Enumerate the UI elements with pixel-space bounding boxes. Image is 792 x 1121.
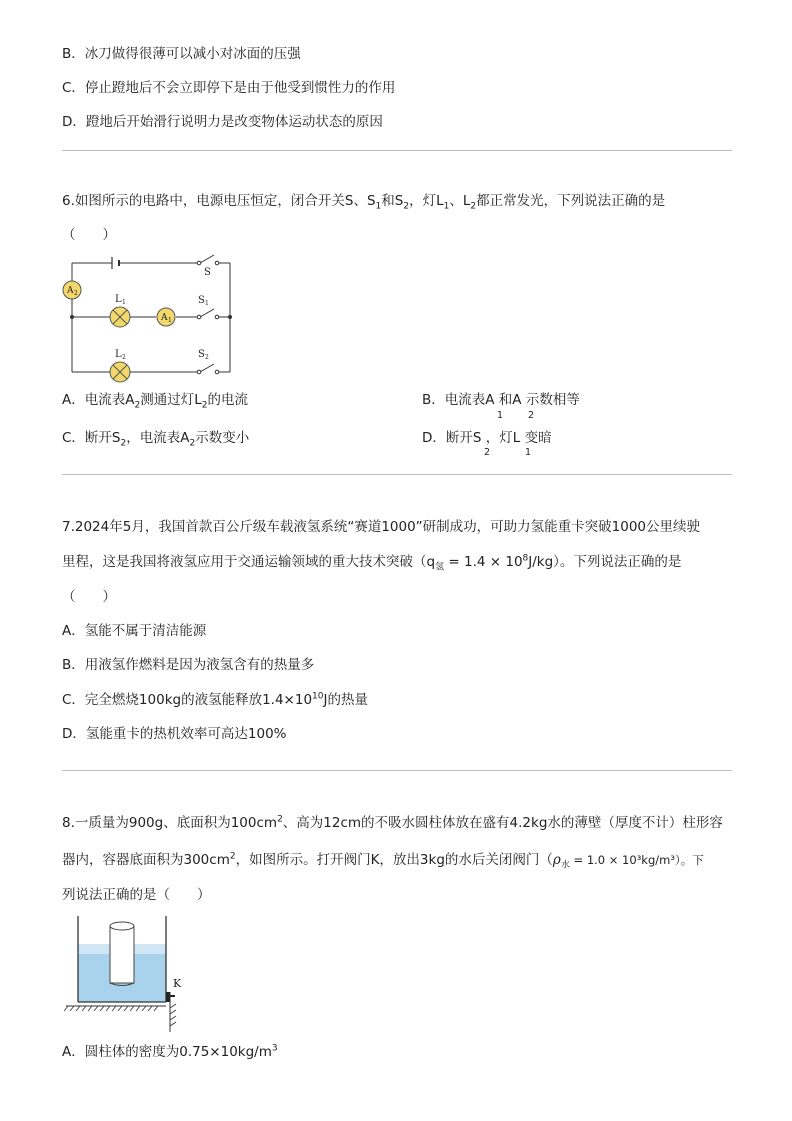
q8-stem-line3: 列说法正确的是（ ） (62, 887, 211, 903)
q6-paren: （ ） (62, 227, 116, 243)
q8-option-a: A．圆柱体的密度为$0.75\times 10kg/m^3$ (62, 1043, 278, 1060)
q7-option-b: B．用液氢作燃料是因为液氢含有的热量多 (62, 657, 315, 673)
q6-option-d-sub2: 1 (525, 447, 532, 458)
q6-circuit-figure (58, 250, 243, 390)
fig-label-a2-sub: 2 (74, 290, 78, 297)
fig-label-a2: A (67, 286, 74, 296)
q8-stem-line2: 器内，容器底面积为$300cm^2$，如图所示。打开阀门K，放出3kg的水后关闭阀门$(\rho_水 = 1.0 \times 10^3kg/m^3)$。下 (62, 851, 704, 871)
q6-option-b: B．电流表A 和A 示数相等 (422, 392, 580, 408)
q6-option-a: A．电流表$A_2$测通过灯$L_2$的电流 (62, 392, 248, 411)
fig-label-l2: L (115, 349, 122, 360)
q7-stem-line1: 7.2024年5月，我国首款百公斤级车载液氢系统“赛道1000”研制成功，可助力氢能重卡突破1000公里续驶 (62, 519, 701, 535)
divider (62, 474, 732, 475)
q5-option-c: C．停止蹬地后不会立即停下是由于他受到惯性力的作用 (62, 80, 396, 96)
lamp-l2-icon (110, 362, 130, 382)
fig-label-l2-sub: 2 (122, 354, 126, 361)
q6-option-c: C．断开$S_2$，电流表$A_2$示数变小 (62, 430, 250, 449)
q8-container-figure (64, 912, 194, 1032)
q6-option-b-sub2: 2 (528, 410, 535, 421)
fig-label-l1-sub: 1 (122, 299, 126, 306)
lamp-l1-icon (110, 307, 130, 327)
fig-label-a1: A (161, 313, 168, 323)
cylinder-icon (110, 922, 134, 986)
valve-k-icon (166, 992, 176, 1032)
q8-stem-line1: 8.一质量为900g、底面积为$100cm^2$、高为12cm的不吸水圆柱体放在盛有4.2kg水的薄壁（厚度不计）柱形容 (62, 814, 723, 831)
q6-stem: 6.如图所示的电路中，电源电压恒定，闭合开关S、$S_1$和$S_2$，灯$L_1$、$L_2$都正常发光，下列说法正确的是 (62, 193, 666, 212)
fig-label-s2: S (198, 349, 205, 360)
q5-option-d: D．蹬地后开始滑行说明力是改变物体运动状态的原因 (62, 114, 383, 130)
q7-option-c: C．完全燃烧100kg的液氢能释放$1.4\times 10^{10}J$的热量 (62, 691, 368, 708)
fig-label-s1-sub: 1 (205, 300, 209, 307)
fig-label-a1-sub: 1 (168, 317, 172, 324)
divider (62, 150, 732, 151)
q7-option-a: A．氢能不属于清洁能源 (62, 623, 207, 639)
fig-label-s2-sub: 2 (205, 354, 209, 361)
q7-option-d: D．氢能重卡的热机效率可高达100% (62, 726, 287, 742)
q6-option-b-sub1: 1 (497, 410, 504, 421)
valve-label: K (173, 977, 182, 990)
q7-paren: （ ） (62, 589, 116, 605)
q5-option-b: B．冰刀做得很薄可以减小对冰面的压强 (62, 46, 301, 62)
fig-label-l1: L (115, 294, 122, 305)
q6-option-d-sub1: 2 (484, 447, 491, 458)
q7-stem-line2: 里程，这是我国将液氢应用于交通运输领域的重大技术突破$(q_氢 = 1.4 \times 10^8J/kg)$。下列说法正确的是 (62, 553, 682, 573)
q6-option-d: D．断开S ，灯L 变暗 (422, 430, 552, 446)
fig-label-s1: S (198, 295, 205, 306)
divider (62, 770, 732, 771)
fig-label-s: S (204, 267, 211, 278)
